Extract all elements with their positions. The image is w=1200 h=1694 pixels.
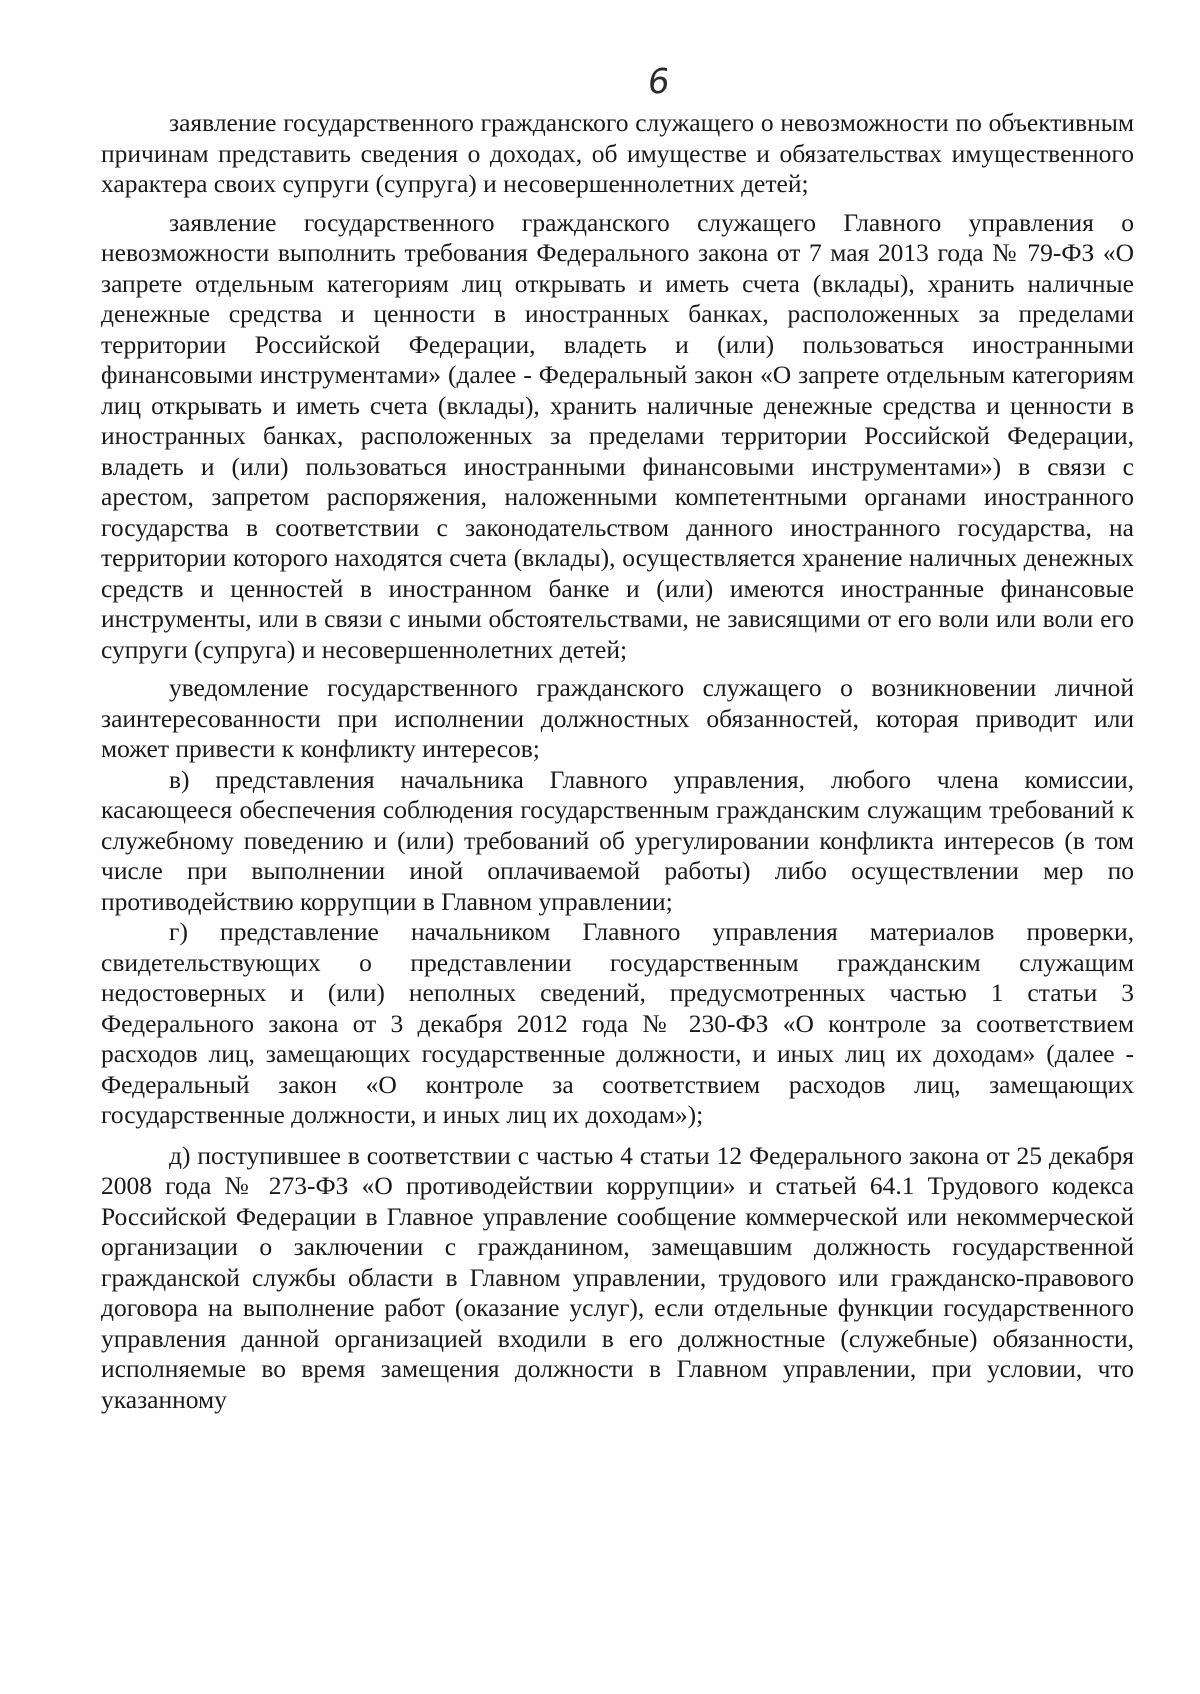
document-body — [101, 108, 1134, 1415]
page-number: 6 — [646, 61, 672, 103]
paragraph-statement-foreign-accounts: заявление государственного гражданского служащего Главного управления о невозможности выполнить требования Федерального закона от 7 мая 2013 года № 79-ФЗ «О запрете отдельным категориям лиц открывать и иметь счета (вклады), хранить наличные денежные средства и ценности в иностранных банках, расположенных за пределами территории Российской Федерации, владеть и (или) пользоваться иностранными финансовыми инструментами» (далее - Федеральный закон «О запрете отдельным категориям лиц открывать и иметь счета (вклады), хранить наличные денежные средства и ценности в иностранных банках, расположенных за пределами территории Российской Федерации, владеть и (или) пользоваться иностранными финансовыми инструментами») в связи с арестом, запретом распоряжения, наложенными компетентными органами иностранного государства в соответствии с законодательством данного иностранного государства, на территории которого находятся счета (вклады), осуществляется хранение наличных денежных средств и ценностей в иностранном банке и (или) имеются иностранные финансовые инструменты, или в связи с иными обстоятельствами, не зависящими от его воли или воли его супруги (супруга) и несовершеннолетних детей; — [101, 207, 1134, 664]
paragraph-item-g: г) представление начальником Главного управления материалов проверки, свидетельствующих о представлении государственным гражданским служащим недостоверных и (или) неполных сведений, предусмотренных частью 1 статьи 3 Федерального закона от 3 декабря 2012 года № 230-ФЗ «О контроле за соответствием расходов лиц, замещающих государственные должности, и иных лиц их доходам» (далее - Федеральный закон «О контроле за соответствием расходов лиц, замещающих государственные должности, и иных лиц их доходам»); — [101, 917, 1134, 1129]
paragraph-item-v: в) представления начальника Главного управления, любого члена комиссии, касающееся обеспечения соблюдения государственным гражданским служащим требований к служебному поведению и (или) требований об урегулировании конфликта интересов (в том числе при выполнении иной оплачиваемой работы) либо осуществлении мер по противодействию коррупции в Главном управлении; — [101, 764, 1134, 916]
paragraph-item-d: д) поступившее в соответствии с частью 4 статьи 12 Федерального закона от 25 декабря 2008 года № 273-ФЗ «О противодействии коррупции» и статьей 64.1 Трудового кодекса Российской Федерации в Главное управление сообщение коммерческой или некоммерческой организации о заключении с гражданином, замещавшим должность государственной гражданской службы области в Главном управлении, трудового или гражданско-правового договора на выполнение работ (оказание услуг), если отдельные функции государственного управления данной организацией входили в его должностные (служебные) обязанности, исполняемые во время замещения должности в Главном управлении, при условии, что указанному — [101, 1140, 1134, 1414]
paragraph-notice-conflict-of-interest: уведомление государственного гражданского служащего о возникновении личной заинтересованности при исполнении должностных обязанностей, которая приводит или может привести к конфликту интересов; — [101, 673, 1134, 763]
paragraph-statement-income: заявление государственного гражданского служащего о невозможности по объективным причинам представить сведения о доходах, об имуществе и обязательствах имущественного характера своих супруги (супруга) и несовершеннолетних детей; — [101, 108, 1134, 198]
